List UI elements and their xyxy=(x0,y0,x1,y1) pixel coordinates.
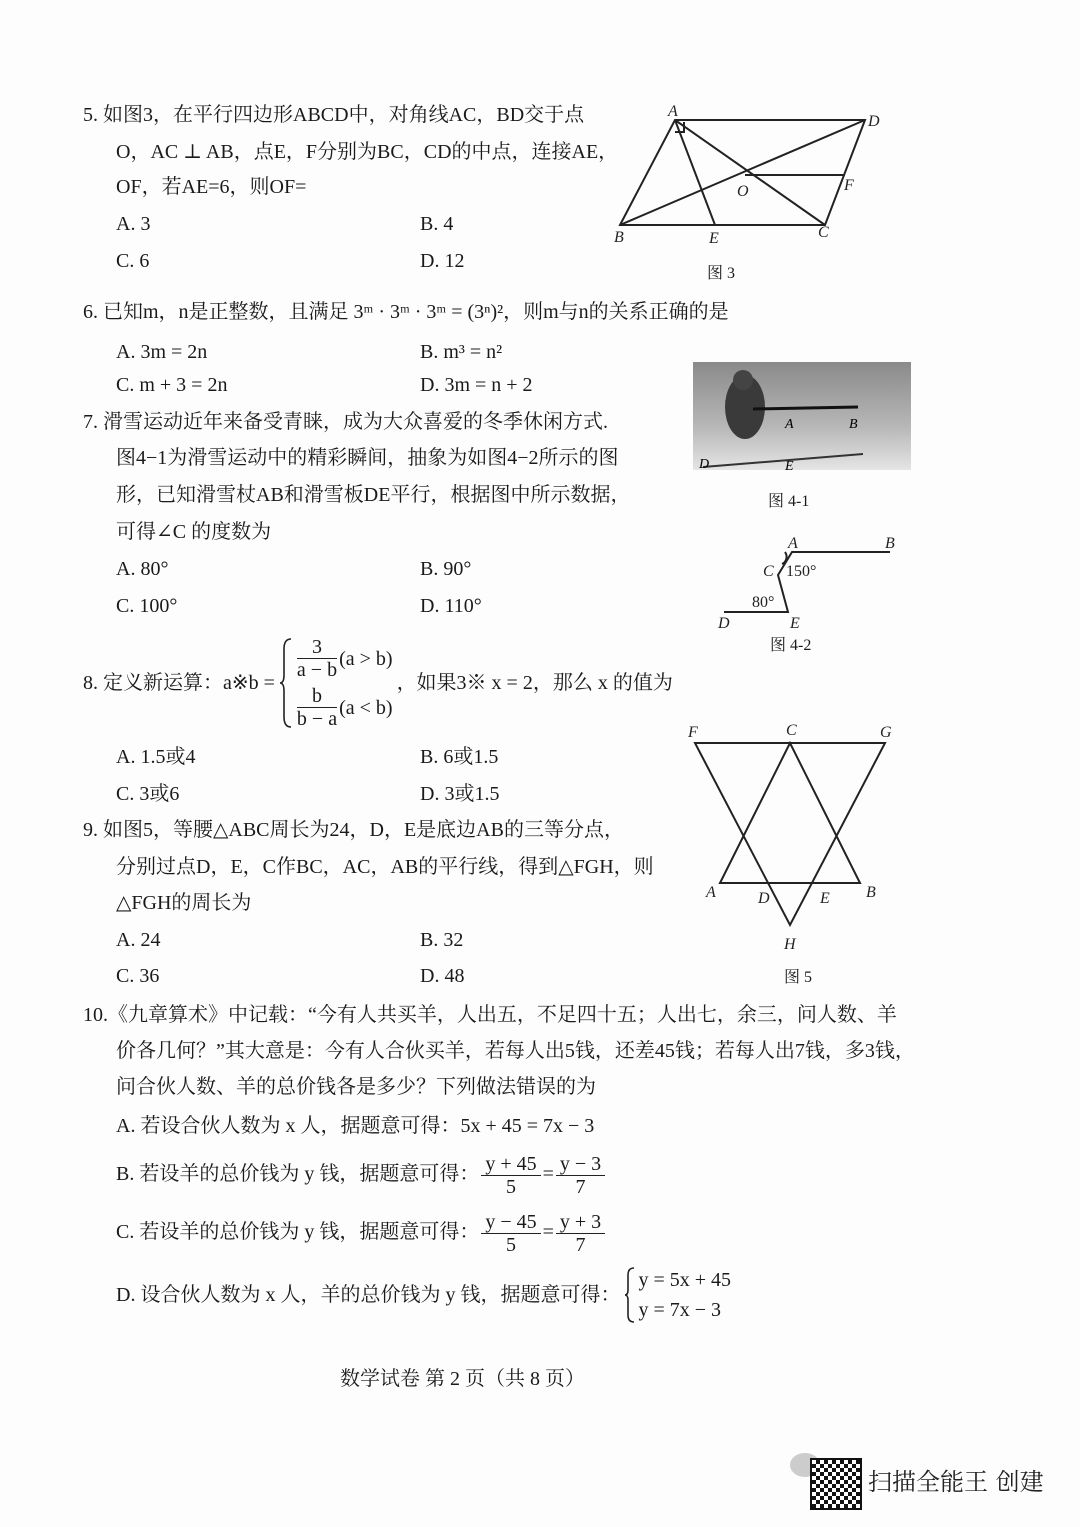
q9-option-b: B. 32 xyxy=(420,929,464,951)
q9-option-d: D. 48 xyxy=(420,965,465,987)
q5-line2: O，AC ⊥ AB，点E，F分别为BC，CD的中点，连接AE， xyxy=(116,141,619,163)
q7-line4: 可得∠C 的度数为 xyxy=(116,521,272,543)
angle-80: 80° xyxy=(752,594,775,611)
q9-option-c: C. 36 xyxy=(116,965,160,987)
q8-case2: $\frac{b}{b - a}$ (a < b) xyxy=(296,685,393,730)
label-d: D xyxy=(718,615,730,630)
figure-5-triangles xyxy=(680,715,910,955)
q8-option-a: A. 1.5或4 xyxy=(116,746,196,768)
figure-5-caption: 图 5 xyxy=(784,969,813,986)
figure-4-2 xyxy=(710,530,910,630)
q6-line1: 6. 已知m，n是正整数，且满足 3ᵐ · 3ᵐ · 3ᵐ = (3ⁿ)²，则m与n的关系正确的是 xyxy=(83,301,729,323)
q8-prefix: 8. 定义新运算：a※b = xyxy=(83,672,275,694)
watermark-text: 扫描全能王 创建 xyxy=(868,1468,1044,1496)
q7-option-a: A. 80° xyxy=(116,558,169,580)
q7-option-c: C. 100° xyxy=(116,595,178,617)
label-f: F xyxy=(844,177,854,194)
label-d: D xyxy=(758,890,770,907)
q10-line3: 问合伙人数、羊的总价钱各是多少？下列做法错误的为 xyxy=(116,1076,596,1098)
q8-cases xyxy=(295,636,393,730)
q5-line1: 5. 如图3，在平行四边形ABCD中，对角线AC，BD交于点 xyxy=(83,104,585,126)
q7-line1: 7. 滑雪运动近年来备受青睐，成为大众喜爱的冬季休闲方式. xyxy=(83,411,608,433)
figure-3-parallelogram xyxy=(600,100,890,250)
q10-d-eq2: y = 7x − 3 xyxy=(638,1299,722,1321)
label-c: C xyxy=(786,722,797,739)
page-footer: 数学试卷 第 2 页（共 8 页） xyxy=(340,1368,585,1390)
label-f: F xyxy=(688,724,698,741)
q8-option-d: D. 3或1.5 xyxy=(420,783,500,805)
label-e: E xyxy=(790,615,800,630)
q8-option-c: C. 3或6 xyxy=(116,783,180,805)
q6-option-d: D. 3m = n + 2 xyxy=(420,374,533,396)
figure-4-2-caption: 图 4-2 xyxy=(770,637,812,654)
q10-option-c: C. 若设羊的总价钱为 y 钱，据题意可得： $\frac{y - 45}{5}$ = $\frac{y + 3}{7}$ xyxy=(116,1211,607,1256)
figure-3-caption: 图 3 xyxy=(707,265,736,282)
q5-option-d: D. 12 xyxy=(420,250,465,272)
q8-suffix: ，如果3※ x = 2，那么 x 的值为 xyxy=(396,672,673,694)
q10-line1: 10.《九章算术》中记载：“今有人共买羊，人出五，不足四十五；人出七，余三，问人数、羊 xyxy=(83,1004,897,1026)
q8-case1: $\frac{3}{a - b}$ (a > b) xyxy=(296,636,393,681)
q5-option-c: C. 6 xyxy=(116,250,150,272)
photo-label-b: B xyxy=(849,417,858,432)
label-b: B xyxy=(885,535,895,552)
skiing-photo xyxy=(693,362,911,470)
qr-code-icon xyxy=(810,1458,862,1510)
q10-d-eq1: y = 5x + 45 xyxy=(638,1269,732,1291)
label-h: H xyxy=(784,936,796,953)
label-o: O xyxy=(737,183,749,200)
label-a: A xyxy=(668,103,678,120)
q10-line2: 价各几何？”其大意是：今有人合伙买羊，若每人出5钱，还差45钱；若每人出7钱，多3钱， xyxy=(116,1040,915,1062)
label-d: D xyxy=(868,113,880,130)
q5-option-a: A. 3 xyxy=(116,213,151,235)
q9-option-a: A. 24 xyxy=(116,929,161,951)
q8-line xyxy=(83,636,673,730)
q6-option-a: A. 3m = 2n xyxy=(116,341,208,363)
label-b: B xyxy=(614,229,624,246)
q10-option-d xyxy=(116,1266,731,1324)
label-c: C xyxy=(818,224,829,241)
figure-4-1-caption: 图 4-1 xyxy=(768,493,810,510)
q6-option-c: C. m + 3 = 2n xyxy=(116,374,228,396)
q8-brace xyxy=(279,637,293,729)
label-b: B xyxy=(866,884,876,901)
q7-line2: 图4−1为滑雪运动中的精彩瞬间，抽象为如图4−2所示的图 xyxy=(116,447,619,469)
q10-option-b: B. 若设羊的总价钱为 y 钱，据题意可得： $\frac{y + 45}{5}$ = $\frac{y - 3}{7}$ xyxy=(116,1153,607,1198)
angle-150: 150° xyxy=(786,563,817,580)
photo-label-d: D xyxy=(699,457,710,470)
photo-label-e: E xyxy=(785,459,794,470)
q6-option-b: B. m³ = n² xyxy=(420,341,503,363)
label-e: E xyxy=(820,890,830,907)
q7-line3: 形，已知滑雪杖AB和滑雪板DE平行，根据图中所示数据， xyxy=(116,484,631,506)
q5-line3: OF，若AE=6，则OF= xyxy=(116,176,307,198)
q8-option-b: B. 6或1.5 xyxy=(420,746,499,768)
q7-option-b: B. 90° xyxy=(420,558,472,580)
q9-line2: 分别过点D，E，C作BC，AC，AB的平行线，得到△FGH，则 xyxy=(116,856,654,878)
q10-option-a: A. 若设合伙人数为 x 人，据题意可得：5x + 45 = 7x − 3 xyxy=(116,1115,595,1137)
q10-d-brace xyxy=(624,1266,636,1324)
label-e: E xyxy=(709,230,719,247)
q9-line1: 9. 如图5，等腰△ABC周长为24，D，E是底边AB的三等分点， xyxy=(83,819,624,841)
photo-label-a: A xyxy=(785,417,794,432)
q5-option-b: B. 4 xyxy=(420,213,454,235)
q10-d-text: D. 设合伙人数为 x 人，羊的总价钱为 y 钱，据题意可得： xyxy=(116,1284,621,1306)
q9-line3: △FGH的周长为 xyxy=(116,892,252,914)
label-a: A xyxy=(788,535,798,552)
label-a: A xyxy=(706,884,716,901)
q10-d-system xyxy=(638,1268,731,1322)
label-g: G xyxy=(880,724,892,741)
label-c: C xyxy=(763,563,774,580)
q7-option-d: D. 110° xyxy=(420,595,482,617)
